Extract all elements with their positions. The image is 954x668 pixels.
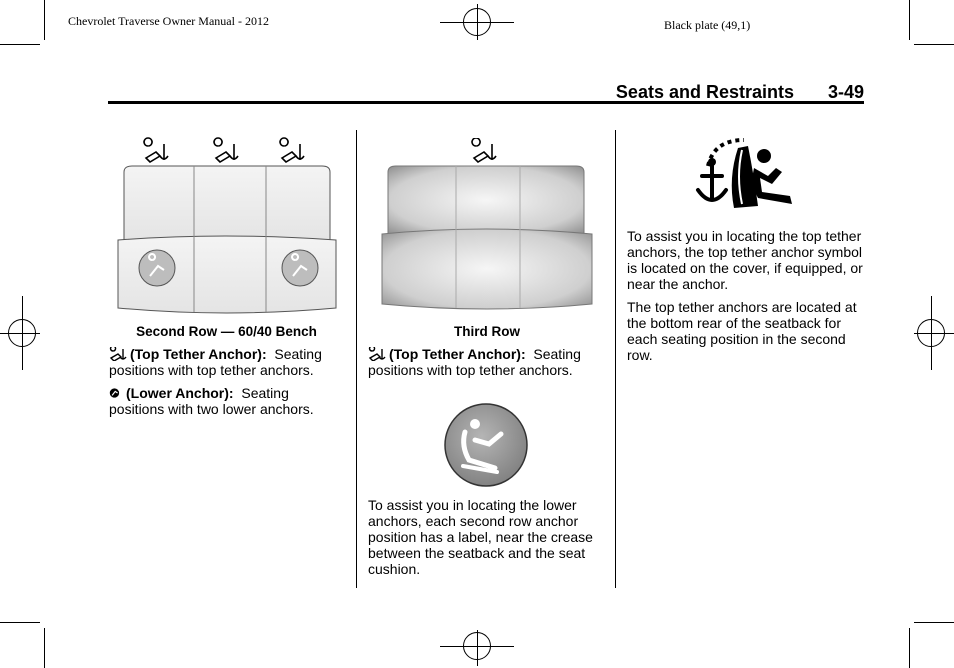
column-1 (109, 324, 344, 424)
registration-mark-right (917, 319, 945, 347)
crop-mark (909, 628, 910, 668)
third-row-seat-illustration (380, 138, 594, 310)
column-2-lower (368, 497, 608, 584)
running-head-right: Black plate (49,1) (664, 18, 751, 32)
registration-mark-top (463, 8, 491, 36)
paragraph: To assist you in locating the top tether anchors, the top tether anchor symbol is located on the cover, if equipped, or near the anchor. (627, 228, 863, 292)
top-tether-icon (214, 138, 238, 162)
section-header (108, 80, 864, 104)
paragraph (368, 346, 606, 378)
paragraph: The top tether anchors are located at the bottom rear of the seatback for each seating position in the second row. (627, 299, 857, 363)
paragraph-text: Seating positions with top tether anchors. (109, 346, 322, 378)
paragraph-text: Seating positions with two lower anchors. (109, 385, 314, 417)
crop-mark (0, 622, 40, 623)
paragraph (109, 385, 344, 417)
figure-caption: Second Row — 60/40 Bench (136, 324, 317, 339)
top-tether-icon (109, 347, 127, 361)
figure-caption: Third Row (454, 324, 520, 339)
column-divider (615, 130, 616, 588)
crop-mark (914, 622, 954, 623)
lower-anchor-badge (282, 250, 318, 286)
column-3 (627, 228, 867, 370)
lower-anchor-label-illustration (443, 402, 529, 488)
paragraph: To assist you in locating the lower anchors, each second row anchor position has a label, near the crease between the seatback and the seat cushion. (368, 497, 593, 577)
crop-mark (909, 0, 910, 40)
lower-anchor-icon (109, 386, 123, 400)
crop-mark (0, 44, 40, 45)
column-2 (368, 324, 606, 385)
section-title: Seats and Restraints (615, 82, 794, 102)
paragraph-text: Seating positions with top tether anchors. (368, 346, 581, 378)
paragraph (109, 346, 344, 378)
running-head-left: Chevrolet Traverse Owner Manual - 2012 (68, 14, 269, 28)
crop-mark (914, 44, 954, 45)
crop-mark (44, 0, 45, 40)
top-tether-symbol-illustration (694, 136, 798, 216)
paragraph-label: (Top Tether Anchor): (130, 346, 267, 362)
crop-mark (44, 628, 45, 668)
page-number: 3-49 (827, 82, 864, 102)
second-row-bench-illustration (114, 136, 340, 318)
paragraph-label: (Top Tether Anchor): (389, 346, 526, 362)
top-tether-icon (368, 347, 386, 361)
paragraph-label: (Lower Anchor): (126, 385, 234, 401)
top-tether-icon (144, 138, 168, 162)
top-tether-icon (280, 138, 304, 162)
registration-mark-left (8, 319, 36, 347)
top-tether-icon (472, 138, 496, 162)
registration-mark-bottom (463, 632, 491, 660)
column-divider (356, 130, 357, 588)
lower-anchor-badge (139, 250, 175, 286)
